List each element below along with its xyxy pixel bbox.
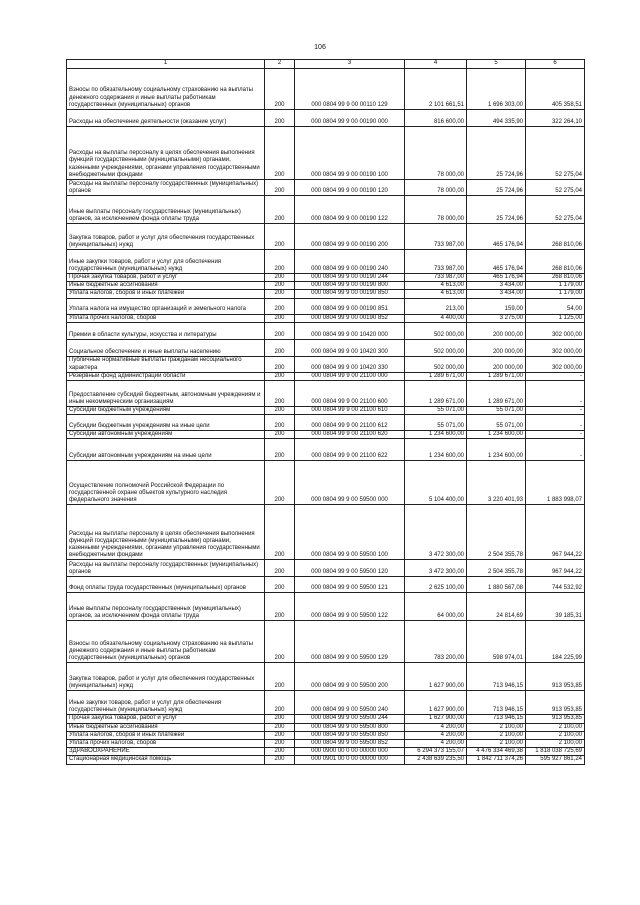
column-header: 4: [405, 60, 467, 69]
row-unexecuted-amount: 39 185,31: [526, 593, 585, 621]
row-line-code: 200: [265, 274, 295, 282]
row-name: Предоставление субсидий бюджетным, автономным учреждениям и иным некоммерческим организациям: [67, 381, 265, 407]
row-line-code: 200: [265, 621, 295, 663]
row-executed-amount: 1 842 711 374,26: [467, 756, 526, 764]
row-approved-amount: 4 613,00: [405, 282, 467, 290]
row-executed-amount: 2 504 355,78: [467, 560, 526, 577]
row-budget-code: 000 0804 99 9 00 10420 000: [295, 322, 405, 339]
row-approved-amount: 783 200,00: [405, 621, 467, 663]
row-unexecuted-amount: 52 275,04: [526, 180, 585, 196]
row-executed-amount: 2 100,00: [467, 731, 526, 739]
table-row: [67, 740, 585, 748]
row-executed-amount: 1 289 671,00: [467, 372, 526, 380]
row-name: Иные выплаты персоналу государственных (муниципальных) органов, за исключением фонда оплаты труда: [67, 593, 265, 621]
row-budget-code: 000 0804 99 9 00 59500 850: [295, 731, 405, 739]
row-name: Прочая закупка товаров, работ и услуг: [67, 274, 265, 282]
row-approved-amount: 1 627 900,00: [405, 663, 467, 691]
row-budget-code: 000 0804 99 9 00 59500 129: [295, 621, 405, 663]
row-unexecuted-amount: 744 532,92: [526, 577, 585, 593]
row-budget-code: 000 0804 99 9 00 00190 100: [295, 127, 405, 180]
row-line-code: 200: [265, 298, 295, 314]
row-line-code: 200: [265, 723, 295, 731]
table-row: [67, 282, 585, 290]
table-row: [67, 593, 585, 621]
row-executed-amount: 598 974,01: [467, 621, 526, 663]
row-executed-amount: 713 946,15: [467, 663, 526, 691]
row-executed-amount: 4 476 334 469,38: [467, 748, 526, 756]
row-name: Иные бюджетные ассигнования: [67, 282, 265, 290]
row-name: Закупка товаров, работ и услуг для обеспечения государственных (муниципальных) нужд: [67, 224, 265, 250]
row-line-code: 200: [265, 407, 295, 415]
row-approved-amount: 3 472 300,00: [405, 505, 467, 560]
row-unexecuted-amount: -: [526, 372, 585, 380]
row-budget-code: 000 0804 99 9 00 00190 852: [295, 314, 405, 322]
row-unexecuted-amount: 913 953,85: [526, 663, 585, 691]
row-name: Уплата прочих налогов, сборов: [67, 740, 265, 748]
row-unexecuted-amount: 302 000,00: [526, 322, 585, 339]
row-unexecuted-amount: 322 264,10: [526, 110, 585, 127]
row-unexecuted-amount: 913 953,85: [526, 715, 585, 723]
row-unexecuted-amount: 2 100,00: [526, 723, 585, 731]
row-approved-amount: 502 000,00: [405, 356, 467, 372]
row-line-code: 200: [265, 381, 295, 407]
table-row: [67, 731, 585, 739]
row-approved-amount: 5 104 400,00: [405, 461, 467, 505]
row-name: ЗДРАВООХРАНЕНИЕ: [67, 748, 265, 756]
row-unexecuted-amount: 2 100,00: [526, 740, 585, 748]
row-budget-code: 000 0804 99 9 00 00190 244: [295, 274, 405, 282]
row-budget-code: 000 0804 99 9 00 59500 200: [295, 663, 405, 691]
row-line-code: 200: [265, 180, 295, 196]
row-executed-amount: 465 176,94: [467, 250, 526, 274]
row-line-code: 200: [265, 731, 295, 739]
row-approved-amount: 4 200,00: [405, 740, 467, 748]
row-budget-code: 000 0804 99 9 00 00190 850: [295, 290, 405, 298]
row-unexecuted-amount: -: [526, 415, 585, 431]
row-executed-amount: 159,00: [467, 298, 526, 314]
row-line-code: 200: [265, 356, 295, 372]
row-name: Осуществление полномочий Российской Федерации по государственной охране объектов культурного наследия федерального значения: [67, 461, 265, 505]
row-approved-amount: 3 472 300,00: [405, 560, 467, 577]
row-budget-code: 000 0804 99 9 00 00110 129: [295, 69, 405, 110]
row-budget-code: 000 0900 00 0 00 00000 000: [295, 748, 405, 756]
row-line-code: 200: [265, 69, 295, 110]
table-row: [67, 274, 585, 282]
table-row: [67, 224, 585, 250]
row-approved-amount: 213,00: [405, 298, 467, 314]
row-approved-amount: 2 438 639 235,50: [405, 756, 467, 764]
row-name: Уплата прочих налогов, сборов: [67, 314, 265, 322]
row-unexecuted-amount: 967 944,22: [526, 560, 585, 577]
row-budget-code: 000 0804 99 9 00 59500 122: [295, 593, 405, 621]
row-executed-amount: 2 504 355,78: [467, 505, 526, 560]
row-unexecuted-amount: 268 810,06: [526, 274, 585, 282]
row-line-code: 200: [265, 127, 295, 180]
row-budget-code: 000 0804 99 9 00 00190 240: [295, 250, 405, 274]
row-approved-amount: 1 234 600,00: [405, 439, 467, 461]
row-line-code: 200: [265, 505, 295, 560]
row-line-code: 200: [265, 691, 295, 715]
row-budget-code: 000 0804 99 9 00 10420 300: [295, 339, 405, 356]
row-unexecuted-amount: 52 275,04: [526, 196, 585, 224]
row-unexecuted-amount: 405 358,51: [526, 69, 585, 110]
row-budget-code: 000 0804 99 9 00 00190 851: [295, 298, 405, 314]
table-row: [67, 290, 585, 298]
row-name: Публичные нормативные выплаты гражданам несоциального характера: [67, 356, 265, 372]
row-executed-amount: 3 220 401,93: [467, 461, 526, 505]
row-approved-amount: 64 000,00: [405, 593, 467, 621]
row-name: Расходы на выплаты персоналу в целях обеспечения выполнения функций государственными (муниципальными) органами, казенными учреждениями, органами управления государственными внебюджетными фондами: [67, 127, 265, 180]
row-approved-amount: 1 289 671,00: [405, 372, 467, 380]
row-approved-amount: 78 000,00: [405, 127, 467, 180]
row-line-code: 200: [265, 372, 295, 380]
row-executed-amount: 24 814,69: [467, 593, 526, 621]
row-name: Расходы на выплаты персоналу в целях обеспечения выполнения функций государственными (муниципальными) органами, казенными учреждениями, органами управления государственными внебюджетными фондами: [67, 505, 265, 560]
row-executed-amount: 200 000,00: [467, 322, 526, 339]
row-executed-amount: 55 071,00: [467, 407, 526, 415]
row-executed-amount: 200 000,00: [467, 356, 526, 372]
row-name: Иные бюджетные ассигнования: [67, 723, 265, 731]
row-budget-code: 000 0804 99 9 00 00190 122: [295, 196, 405, 224]
row-name: Иные выплаты персоналу государственных (муниципальных) органов, за исключением фонда оплаты труда: [67, 196, 265, 224]
row-line-code: 200: [265, 439, 295, 461]
row-budget-code: 000 0804 99 9 00 59500 852: [295, 740, 405, 748]
row-line-code: 200: [265, 748, 295, 756]
row-budget-code: 000 0804 99 9 00 59500 121: [295, 577, 405, 593]
row-approved-amount: 55 071,00: [405, 415, 467, 431]
row-unexecuted-amount: -: [526, 407, 585, 415]
table-row: [67, 621, 585, 663]
row-name: Субсидии автономным учреждениям на иные цели: [67, 439, 265, 461]
column-number-row: [67, 60, 585, 69]
row-budget-code: 000 0804 99 9 00 21100 620: [295, 431, 405, 439]
row-approved-amount: 78 000,00: [405, 180, 467, 196]
column-header: 1: [67, 60, 265, 69]
row-line-code: 200: [265, 322, 295, 339]
table-row: [67, 180, 585, 196]
table-row: [67, 381, 585, 407]
table-row: [67, 691, 585, 715]
row-executed-amount: 200 000,00: [467, 339, 526, 356]
table-row: [67, 356, 585, 372]
row-line-code: 200: [265, 663, 295, 691]
row-name: Резервный фонд администрации области: [67, 372, 265, 380]
row-executed-amount: 3 434,00: [467, 290, 526, 298]
table-row: [67, 560, 585, 577]
row-unexecuted-amount: -: [526, 381, 585, 407]
row-name: Иные закупки товаров, работ и услуг для обеспечения государственных (муниципальных) нужд: [67, 250, 265, 274]
row-approved-amount: 1 234 600,00: [405, 431, 467, 439]
row-line-code: 200: [265, 577, 295, 593]
row-unexecuted-amount: 184 225,99: [526, 621, 585, 663]
row-executed-amount: 1 880 567,08: [467, 577, 526, 593]
row-budget-code: 000 0804 99 9 00 59500 244: [295, 715, 405, 723]
row-name: Прочая закупка товаров, работ и услуг: [67, 715, 265, 723]
row-name: Социальное обеспечение и иные выплаты населению: [67, 339, 265, 356]
row-approved-amount: 55 071,00: [405, 407, 467, 415]
table-row: [67, 577, 585, 593]
row-approved-amount: 4 200,00: [405, 723, 467, 731]
row-unexecuted-amount: 268 810,06: [526, 250, 585, 274]
row-executed-amount: 2 100,00: [467, 723, 526, 731]
row-budget-code: 000 0804 99 9 00 21100 000: [295, 372, 405, 380]
row-unexecuted-amount: 1 179,00: [526, 290, 585, 298]
table-row: [67, 415, 585, 431]
row-line-code: 200: [265, 290, 295, 298]
row-executed-amount: 1 696 303,00: [467, 69, 526, 110]
row-executed-amount: 1 234 600,00: [467, 439, 526, 461]
row-line-code: 200: [265, 756, 295, 764]
column-header: 6: [526, 60, 585, 69]
row-unexecuted-amount: 1 818 038 725,69: [526, 748, 585, 756]
row-unexecuted-amount: 1 125,00: [526, 314, 585, 322]
row-executed-amount: 494 335,90: [467, 110, 526, 127]
table-row: [67, 127, 585, 180]
table-row: [67, 715, 585, 723]
row-approved-amount: 4 400,00: [405, 314, 467, 322]
budget-table: [66, 59, 585, 765]
row-name: Расходы на выплаты персоналу государственных (муниципальных) органов: [67, 180, 265, 196]
row-approved-amount: 4 613,00: [405, 290, 467, 298]
row-name: Закупка товаров, работ и услуг для обеспечения государственных (муниципальных) нужд: [67, 663, 265, 691]
row-name: Уплата налогов, сборов и иных платежей: [67, 290, 265, 298]
row-name: Субсидии бюджетным учреждениям на иные цели: [67, 415, 265, 431]
row-unexecuted-amount: 913 953,85: [526, 691, 585, 715]
row-budget-code: 000 0804 99 9 00 21100 610: [295, 407, 405, 415]
table-row: [67, 372, 585, 380]
table-row: [67, 505, 585, 560]
row-budget-code: 000 0804 99 9 00 00190 120: [295, 180, 405, 196]
row-executed-amount: 1 289 671,00: [467, 381, 526, 407]
table-row: [67, 298, 585, 314]
row-name: Субсидии автономным учреждениям: [67, 431, 265, 439]
page-number: 106: [314, 44, 326, 51]
table-row: [67, 110, 585, 127]
row-unexecuted-amount: 595 927 861,24: [526, 756, 585, 764]
table-row: [67, 314, 585, 322]
row-line-code: 200: [265, 431, 295, 439]
row-line-code: 200: [265, 250, 295, 274]
row-approved-amount: 1 627 900,00: [405, 691, 467, 715]
row-budget-code: 000 0804 99 9 00 10420 330: [295, 356, 405, 372]
row-unexecuted-amount: 302 000,00: [526, 339, 585, 356]
row-name: Уплата налогов, сборов и иных платежей: [67, 731, 265, 739]
row-line-code: 200: [265, 314, 295, 322]
row-budget-code: 000 0804 99 9 00 00190 200: [295, 224, 405, 250]
table-row: [67, 748, 585, 756]
row-executed-amount: 3 275,00: [467, 314, 526, 322]
row-budget-code: 000 0804 99 9 00 21100 600: [295, 381, 405, 407]
row-line-code: 200: [265, 560, 295, 577]
row-approved-amount: 733 987,00: [405, 224, 467, 250]
row-line-code: 200: [265, 339, 295, 356]
row-budget-code: 000 0804 99 9 00 00190 000: [295, 110, 405, 127]
row-approved-amount: 1 289 671,00: [405, 381, 467, 407]
row-budget-code: 000 0804 99 9 00 21100 622: [295, 439, 405, 461]
row-budget-code: 000 0804 99 9 00 59500 000: [295, 461, 405, 505]
column-header: 3: [295, 60, 405, 69]
row-line-code: 200: [265, 196, 295, 224]
row-executed-amount: 713 946,15: [467, 715, 526, 723]
table-row: [67, 250, 585, 274]
table-row: [67, 431, 585, 439]
row-approved-amount: 4 200,00: [405, 731, 467, 739]
row-line-code: 200: [265, 715, 295, 723]
row-name: Субсидии бюджетным учреждениям: [67, 407, 265, 415]
row-name: Фонд оплаты труда государственных (муниципальных) органов: [67, 577, 265, 593]
table-row: [67, 439, 585, 461]
row-unexecuted-amount: 268 810,06: [526, 224, 585, 250]
row-name: Расходы на обеспечение деятельности (оказание услуг): [67, 110, 265, 127]
row-line-code: 200: [265, 110, 295, 127]
row-budget-code: 000 0804 99 9 00 59500 120: [295, 560, 405, 577]
row-executed-amount: 2 100,00: [467, 740, 526, 748]
table-row: [67, 461, 585, 505]
row-approved-amount: 2 625 100,00: [405, 577, 467, 593]
table-row: [67, 196, 585, 224]
table-row: [67, 339, 585, 356]
row-unexecuted-amount: 54,00: [526, 298, 585, 314]
table-row: [67, 663, 585, 691]
row-executed-amount: 465 176,94: [467, 274, 526, 282]
row-line-code: 200: [265, 593, 295, 621]
column-header: 5: [467, 60, 526, 69]
row-approved-amount: 816 600,00: [405, 110, 467, 127]
row-budget-code: 000 0804 99 9 00 00190 800: [295, 282, 405, 290]
row-unexecuted-amount: 1 883 998,07: [526, 461, 585, 505]
row-approved-amount: 2 101 661,51: [405, 69, 467, 110]
row-executed-amount: 25 724,96: [467, 127, 526, 180]
row-name: Взносы по обязательному социальному страхованию на выплаты денежного содержания и иные выплаты работникам государственных (муниципальных) органов: [67, 69, 265, 110]
row-executed-amount: 25 724,96: [467, 180, 526, 196]
row-executed-amount: 55 071,00: [467, 415, 526, 431]
row-approved-amount: 502 000,00: [405, 339, 467, 356]
row-name: Стационарная медицинская помощь: [67, 756, 265, 764]
row-line-code: 200: [265, 282, 295, 290]
row-name: Иные закупки товаров, работ и услуг для обеспечения государственных (муниципальных) нужд: [67, 691, 265, 715]
row-name: Премии в области культуры, искусства и литературы: [67, 322, 265, 339]
table-row: [67, 69, 585, 110]
row-approved-amount: 502 000,00: [405, 322, 467, 339]
row-approved-amount: 733 987,00: [405, 250, 467, 274]
row-budget-code: 000 0804 99 9 00 59500 240: [295, 691, 405, 715]
row-budget-code: 000 0804 99 9 00 59500 800: [295, 723, 405, 731]
row-unexecuted-amount: 302 000,00: [526, 356, 585, 372]
row-unexecuted-amount: -: [526, 439, 585, 461]
column-header: 2: [265, 60, 295, 69]
row-budget-code: 000 0901 00 0 00 00000 000: [295, 756, 405, 764]
row-unexecuted-amount: 2 100,00: [526, 731, 585, 739]
row-name: Уплата налога на имущество организаций и земельного налога: [67, 298, 265, 314]
table-row: [67, 756, 585, 764]
row-line-code: 200: [265, 740, 295, 748]
row-approved-amount: 1 627 900,00: [405, 715, 467, 723]
row-line-code: 200: [265, 224, 295, 250]
row-unexecuted-amount: 967 944,22: [526, 505, 585, 560]
row-name: Взносы по обязательному социальному страхованию на выплаты денежного содержания и иные выплаты работникам государственных (муниципальных) органов: [67, 621, 265, 663]
row-name: Расходы на выплаты персоналу государственных (муниципальных) органов: [67, 560, 265, 577]
row-executed-amount: 25 724,96: [467, 196, 526, 224]
row-approved-amount: 733 987,00: [405, 274, 467, 282]
table-row: [67, 322, 585, 339]
row-executed-amount: 3 434,00: [467, 282, 526, 290]
row-approved-amount: 78 000,00: [405, 196, 467, 224]
row-budget-code: 000 0804 99 9 00 59500 100: [295, 505, 405, 560]
table-body: [67, 69, 585, 765]
row-executed-amount: 713 946,15: [467, 691, 526, 715]
row-budget-code: 000 0804 99 9 00 21100 612: [295, 415, 405, 431]
row-unexecuted-amount: -: [526, 431, 585, 439]
row-approved-amount: 6 294 373 155,07: [405, 748, 467, 756]
row-line-code: 200: [265, 415, 295, 431]
table-row: [67, 407, 585, 415]
row-executed-amount: 465 176,94: [467, 224, 526, 250]
row-unexecuted-amount: 1 179,00: [526, 282, 585, 290]
row-line-code: 200: [265, 461, 295, 505]
row-executed-amount: 1 234 600,00: [467, 431, 526, 439]
row-unexecuted-amount: 52 275,04: [526, 127, 585, 180]
table-row: [67, 723, 585, 731]
